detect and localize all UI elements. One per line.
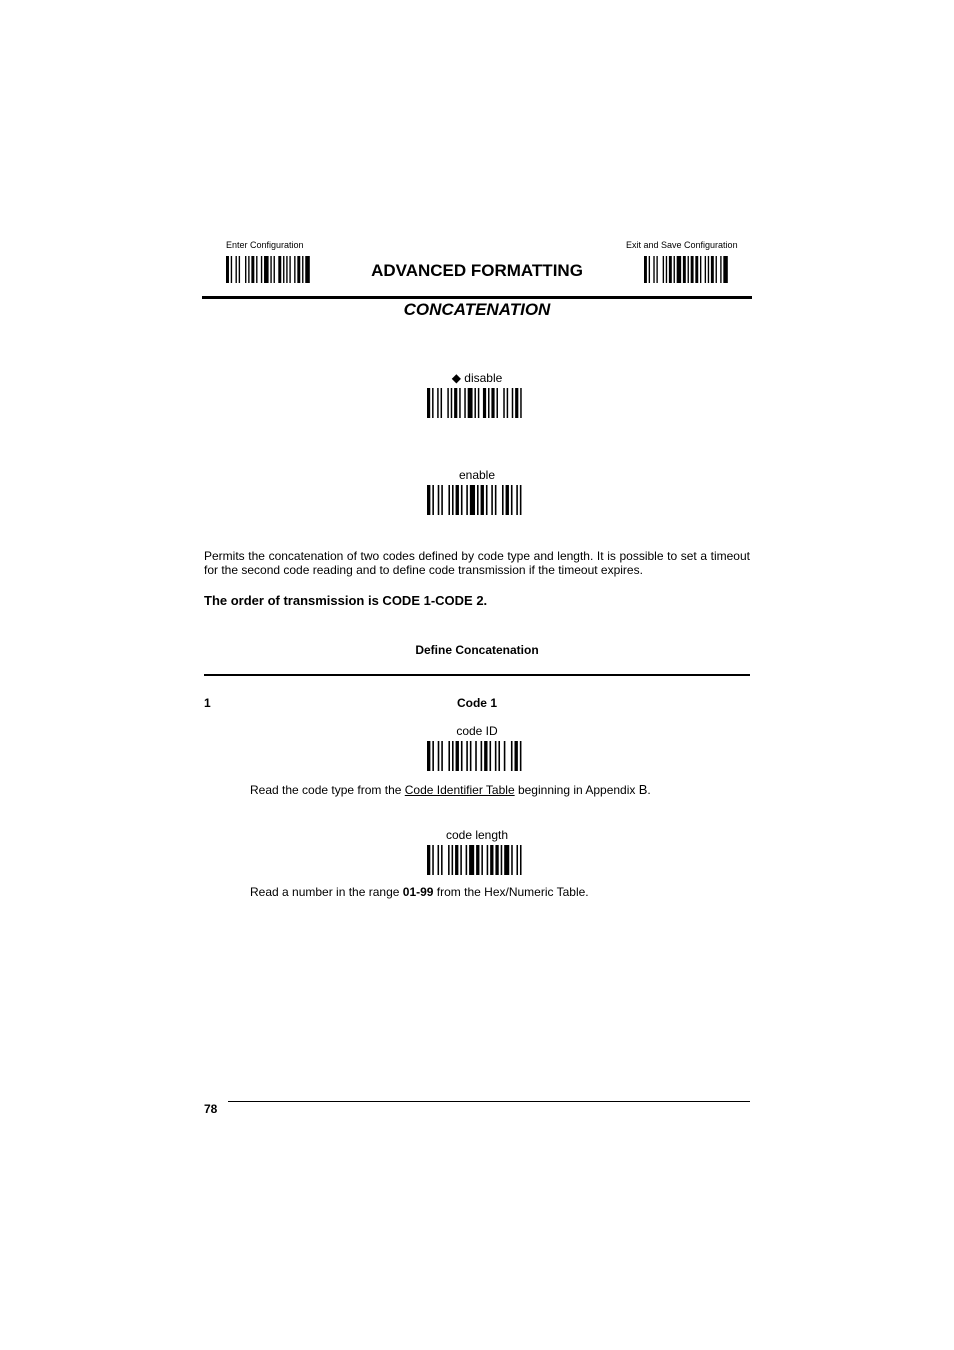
barcode-bar bbox=[297, 256, 300, 283]
barcode-bar bbox=[516, 845, 518, 875]
code-length-text-post: from the Hex/Numeric Table. bbox=[433, 885, 589, 899]
barcode-bar bbox=[448, 741, 450, 771]
barcode-bar bbox=[239, 256, 240, 283]
barcode-bar bbox=[520, 845, 522, 875]
code-length-label: code length bbox=[445, 828, 509, 842]
barcode-bar bbox=[484, 741, 487, 771]
barcode-bar bbox=[705, 256, 706, 283]
barcode-bar bbox=[274, 256, 275, 283]
barcode-bar bbox=[502, 485, 504, 515]
barcode-bar bbox=[688, 256, 689, 283]
barcode-bar bbox=[674, 256, 675, 283]
barcode-bar bbox=[512, 388, 513, 418]
barcode-bar bbox=[427, 388, 430, 418]
barcode-bar bbox=[452, 845, 454, 875]
barcode-bar bbox=[456, 741, 459, 771]
barcode-bar bbox=[283, 256, 284, 283]
barcode-bar bbox=[441, 741, 443, 771]
barcode-bar bbox=[468, 388, 473, 418]
code-id-text-post: beginning in Appendix bbox=[514, 783, 639, 797]
default-marker-icon: ◆ bbox=[451, 371, 461, 385]
barcode-bar bbox=[438, 485, 440, 515]
barcode-bar bbox=[488, 388, 489, 418]
barcode-bar bbox=[490, 845, 493, 875]
disable-barcode[interactable] bbox=[427, 388, 527, 418]
barcode-bar bbox=[520, 388, 521, 418]
barcode-bar bbox=[504, 741, 506, 771]
code-id-period: . bbox=[647, 783, 651, 797]
code-length-instruction bbox=[250, 885, 589, 899]
order-note: The order of transmission is CODE 1-CODE 2. bbox=[204, 593, 488, 608]
code-id-barcode[interactable] bbox=[427, 741, 527, 771]
barcode-bar bbox=[711, 256, 714, 283]
barcode-bar bbox=[683, 256, 686, 283]
barcode-bar bbox=[483, 388, 486, 418]
barcode-bar bbox=[520, 741, 522, 771]
barcode-bar bbox=[498, 741, 500, 771]
barcode-bar bbox=[456, 485, 459, 515]
barcode-bar bbox=[477, 485, 479, 515]
barcode-bar bbox=[305, 256, 310, 283]
barcode-bar bbox=[491, 388, 494, 418]
barcode-bar bbox=[700, 256, 701, 283]
barcode-bar bbox=[504, 845, 509, 875]
barcode-bar bbox=[251, 256, 254, 283]
barcode-bar bbox=[461, 741, 463, 771]
barcode-bar bbox=[487, 845, 489, 875]
barcode-bar bbox=[438, 845, 440, 875]
barcode-bar bbox=[289, 256, 290, 283]
barcode-bar bbox=[245, 256, 246, 283]
barcode-bar bbox=[461, 485, 463, 515]
barcode-bar bbox=[656, 256, 657, 283]
exit-config-barcode[interactable] bbox=[644, 256, 728, 283]
barcode-bar bbox=[520, 485, 522, 515]
enter-config-barcode[interactable] bbox=[226, 256, 310, 283]
enable-option-label: enable bbox=[458, 468, 496, 482]
barcode-bar bbox=[511, 845, 513, 875]
enable-barcode[interactable] bbox=[427, 485, 527, 515]
barcode-bar bbox=[466, 485, 468, 515]
barcode-bar bbox=[264, 256, 269, 283]
barcode-bar bbox=[515, 741, 518, 771]
barcode-bar bbox=[476, 845, 479, 875]
barcode-bar bbox=[466, 741, 468, 771]
code-length-barcode[interactable] bbox=[427, 845, 527, 875]
barcode-bar bbox=[663, 256, 664, 283]
barcode-bar bbox=[438, 741, 440, 771]
barcode-bar bbox=[459, 388, 460, 418]
enter-config-label: Enter Configuration bbox=[226, 240, 304, 250]
barcode-bar bbox=[270, 256, 271, 283]
barcode-bar bbox=[695, 256, 698, 283]
barcode-bar bbox=[432, 388, 433, 418]
code-id-label: code ID bbox=[456, 724, 498, 738]
code-id-instruction bbox=[250, 783, 651, 797]
barcode-bar bbox=[427, 741, 430, 771]
barcode-bar bbox=[460, 845, 462, 875]
barcode-bar bbox=[448, 845, 450, 875]
barcode-bar bbox=[677, 256, 681, 283]
barcode-bar bbox=[496, 388, 497, 418]
barcode-bar bbox=[286, 256, 287, 283]
barcode-bar bbox=[261, 256, 262, 283]
step-number: 1 bbox=[204, 696, 211, 710]
barcode-bar bbox=[441, 845, 443, 875]
code-id-text-pre: Read the code type from the bbox=[250, 783, 405, 797]
barcode-bar bbox=[691, 256, 694, 283]
barcode-bar bbox=[481, 845, 483, 875]
barcode-bar bbox=[481, 485, 484, 515]
barcode-bar bbox=[515, 388, 518, 418]
barcode-bar bbox=[452, 741, 454, 771]
barcode-bar bbox=[248, 256, 249, 283]
barcode-bar bbox=[511, 741, 513, 771]
barcode-bar bbox=[481, 741, 483, 771]
barcode-bar bbox=[495, 485, 497, 515]
footer-divider bbox=[228, 1101, 750, 1102]
barcode-bar bbox=[441, 388, 442, 418]
step-title: Code 1 bbox=[456, 696, 497, 710]
barcode-bar bbox=[447, 388, 448, 418]
barcode-bar bbox=[278, 256, 281, 283]
barcode-bar bbox=[495, 741, 497, 771]
barcode-bar bbox=[649, 256, 650, 283]
barcode-bar bbox=[486, 485, 488, 515]
barcode-bar bbox=[427, 485, 430, 515]
barcode-bar bbox=[501, 845, 503, 875]
page-number: 78 bbox=[204, 1102, 218, 1116]
barcode-bar bbox=[455, 845, 458, 875]
barcode-bar bbox=[503, 388, 504, 418]
barcode-bar bbox=[644, 256, 647, 283]
exit-config-label: Exit and Save Configuration bbox=[626, 240, 738, 250]
barcode-bar bbox=[653, 256, 654, 283]
description-paragraph: Permits the concatenation of two codes defined by code type and length. It is possible to set a timeout for the second code reading and to define code transmission if the timeout expires. bbox=[204, 549, 750, 577]
section-subtitle: CONCATENATION bbox=[403, 300, 551, 319]
barcode-bar bbox=[475, 741, 477, 771]
barcode-bar bbox=[490, 741, 492, 771]
barcode-bar bbox=[511, 485, 513, 515]
barcode-bar bbox=[470, 485, 475, 515]
disable-option-label bbox=[377, 371, 577, 385]
barcode-bar bbox=[507, 388, 508, 418]
barcode-bar bbox=[478, 388, 479, 418]
barcode-bar bbox=[716, 256, 717, 283]
barcode-bar bbox=[495, 845, 498, 875]
barcode-bar bbox=[470, 741, 472, 771]
barcode-bar bbox=[474, 388, 475, 418]
define-divider bbox=[204, 674, 750, 676]
header-divider bbox=[202, 296, 752, 299]
barcode-bar bbox=[708, 256, 709, 283]
barcode-bar bbox=[669, 256, 672, 283]
barcode-bar bbox=[236, 256, 237, 283]
barcode-bar bbox=[432, 485, 434, 515]
barcode-bar bbox=[723, 256, 727, 283]
barcode-bar bbox=[432, 741, 434, 771]
define-heading: Define Concatenation bbox=[415, 643, 539, 657]
code-length-range: 01-99 bbox=[402, 885, 434, 899]
barcode-bar bbox=[451, 388, 452, 418]
barcode-bar bbox=[256, 256, 257, 283]
barcode-bar bbox=[666, 256, 667, 283]
barcode-bar bbox=[432, 845, 434, 875]
barcode-bar bbox=[491, 485, 493, 515]
barcode-bar bbox=[437, 388, 438, 418]
barcode-bar bbox=[516, 485, 518, 515]
page-title: ADVANCED FORMATTING bbox=[371, 261, 583, 280]
disable-label-text: disable bbox=[464, 371, 503, 385]
code-identifier-table-link[interactable]: Code Identifier Table bbox=[404, 783, 515, 797]
barcode-bar bbox=[506, 485, 509, 515]
appendix-letter: B bbox=[638, 782, 648, 797]
barcode-bar bbox=[720, 256, 721, 283]
barcode-bar bbox=[452, 485, 454, 515]
barcode-bar bbox=[441, 485, 443, 515]
code-length-text-pre: Read a number in the range bbox=[250, 885, 403, 899]
barcode-bar bbox=[294, 256, 295, 283]
barcode-bar bbox=[226, 256, 229, 283]
barcode-bar bbox=[464, 388, 465, 418]
barcode-bar bbox=[448, 485, 450, 515]
barcode-bar bbox=[427, 845, 430, 875]
barcode-bar bbox=[466, 845, 468, 875]
barcode-bar bbox=[454, 388, 457, 418]
barcode-bar bbox=[469, 845, 474, 875]
barcode-bar bbox=[302, 256, 303, 283]
barcode-bar bbox=[231, 256, 232, 283]
